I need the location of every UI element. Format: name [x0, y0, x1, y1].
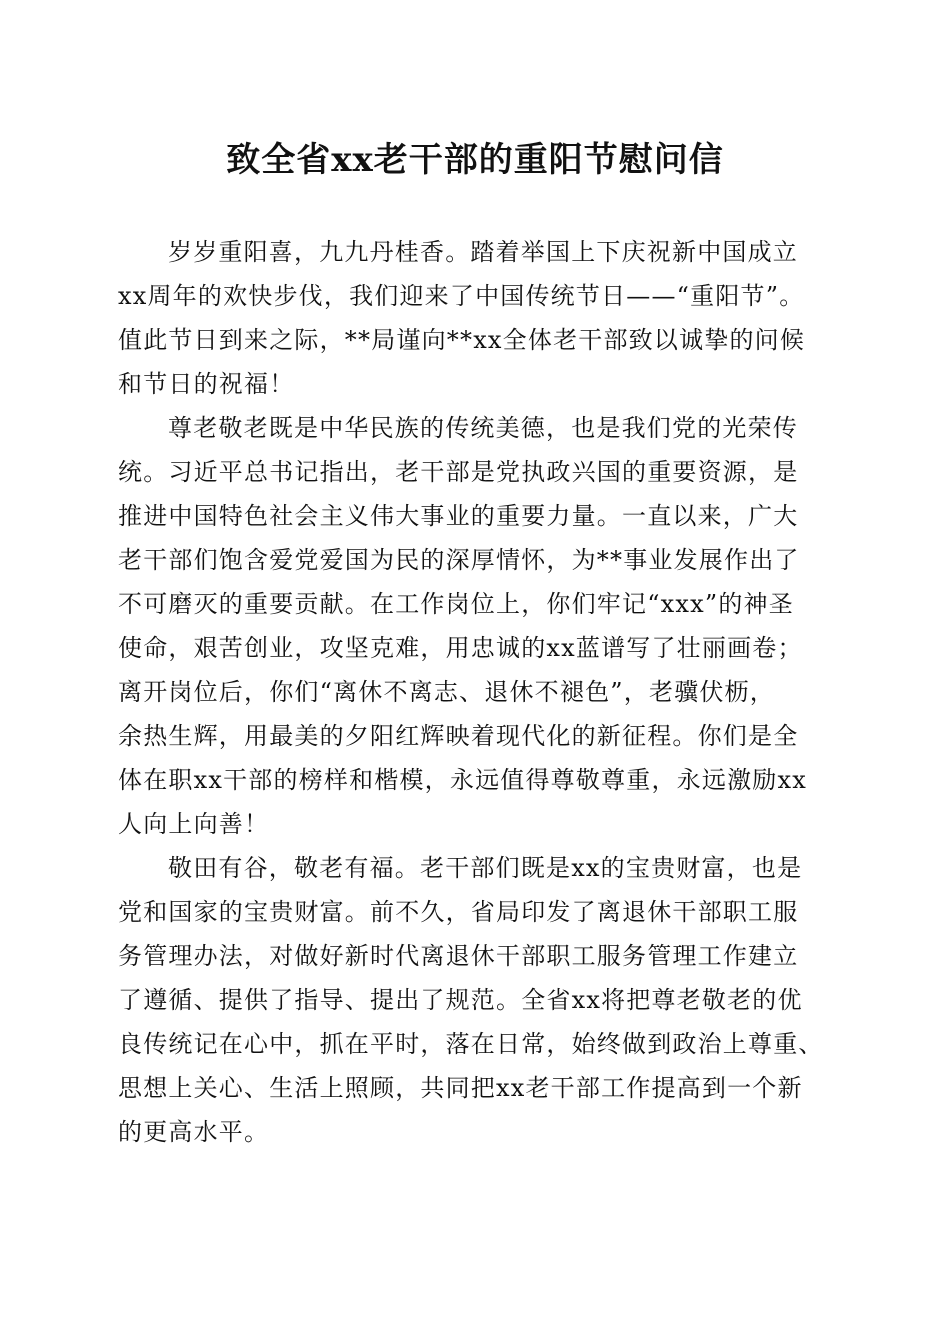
text-line: 使命，艰苦创业，攻坚克难，用忠诚的xx蓝谱写了壮丽画卷； — [118, 634, 803, 662]
text-line: 推进中国特色社会主义伟大事业的重要力量。一直以来，广大 — [118, 502, 799, 530]
document-body — [118, 230, 838, 1154]
text-line: 党和国家的宝贵财富。前不久，省局印发了离退休干部职工服 — [118, 898, 799, 926]
text-line: 余热生辉，用最美的夕阳红辉映着现代化的新征程。你们是全 — [118, 722, 799, 750]
text-line: 的更高水平。 — [118, 1118, 270, 1146]
paragraph-3 — [118, 846, 838, 1154]
text-line: xx周年的欢快步伐，我们迎来了中国传统节日——“重阳节”。 — [118, 282, 805, 310]
text-line: 不可磨灭的重要贡献。在工作岗位上，你们牢记“xxx”的神圣 — [118, 590, 794, 618]
text-line: 务管理办法，对做好新时代离退休干部职工服务管理工作建立 — [118, 942, 799, 970]
text-line: 尊老敬老既是中华民族的传统美德，也是我们党的光荣传 — [168, 414, 798, 442]
text-line: 离开岗位后，你们“离休不离志、退休不褪色”，老骥伏枥， — [118, 678, 775, 706]
text-line: 老干部们饱含爱党爱国为民的深厚情怀，为**事业发展作出了 — [118, 546, 800, 574]
text-line: 统。习近平总书记指出，老干部是党执政兴国的重要资源，是 — [118, 458, 799, 486]
text-line: 值此节日到来之际，**局谨向**xx全体老干部致以诚挚的问候 — [118, 326, 806, 354]
text-line: 岁岁重阳喜，九九丹桂香。踏着举国上下庆祝新中国成立 — [168, 238, 798, 266]
text-line: 体在职xx干部的榜样和楷模，永远值得尊敬尊重，永远激励xx — [118, 766, 807, 794]
text-line: 思想上关心、生活上照顾，共同把xx老干部工作提高到一个新 — [118, 1074, 803, 1102]
paragraph-2 — [118, 406, 838, 846]
paragraph-1 — [118, 230, 838, 406]
text-line: 敬田有谷，敬老有福。老干部们既是xx的宝贵财富，也是 — [168, 854, 803, 882]
document-title: 致全省xx老干部的重阳节慰问信 — [226, 140, 724, 180]
text-line: 人向上向善！ — [118, 810, 270, 838]
text-line: 良传统记在心中，抓在平时，落在日常，始终做到政治上尊重、 — [118, 1030, 824, 1058]
text-line: 和节日的祝福！ — [118, 370, 295, 398]
text-line: 了遵循、提供了指导、提出了规范。全省xx将把尊老敬老的优 — [118, 986, 803, 1014]
